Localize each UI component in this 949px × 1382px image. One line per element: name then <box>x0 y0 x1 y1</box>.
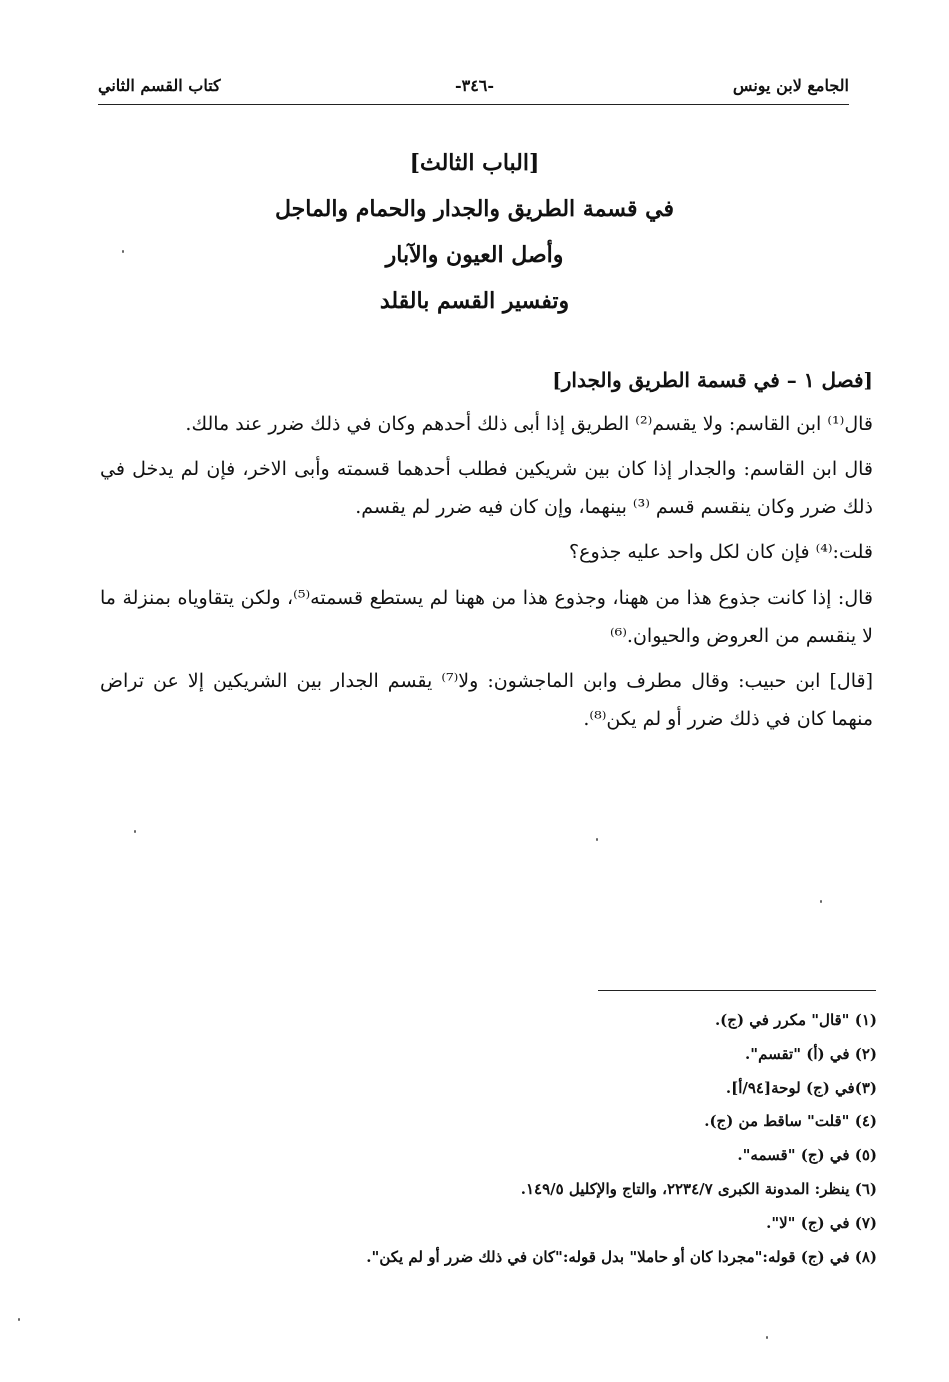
footnote: (٨) في (ج) قوله:"مجردا كان أو حاملا" بدل قوله:"كان في ذلك ضرر أو لم يكن". <box>366 1247 877 1266</box>
footnote: (٢) في (أ) "تقسم". <box>745 1044 877 1063</box>
paragraph: قلت:⁽⁴⁾ فإن كان لكل واحد عليه جذوع؟ <box>569 541 873 564</box>
page-number: -٣٤٦- <box>454 76 495 95</box>
chapter-title-line: وأصل العيون والآبار <box>385 242 564 268</box>
chapter-title-block <box>0 140 949 324</box>
section-heading: [فصل ١ – في قسمة الطريق والجدار] <box>552 368 873 392</box>
scan-speck <box>820 900 822 903</box>
scan-speck <box>122 250 124 253</box>
chapter-title-line: [الباب الثالث] <box>409 150 540 176</box>
footnotes <box>366 1004 877 1274</box>
chapter-title-line: في قسمة الطريق والجدار والحمام والماجل <box>274 196 674 222</box>
footnote: (٤) "قلت" ساقط من (ج). <box>704 1112 877 1131</box>
running-header-chapter: كتاب القسم الثاني <box>98 76 221 95</box>
scan-speck <box>134 830 136 833</box>
footnote: (٥) في (ج) "قسمه". <box>737 1146 877 1165</box>
paragraph: قال: إذا كانت جذوع هذا من ههنا، وجذوع هذا من ههنا لم يستطع قسمته⁽⁵⁾، ولكن يتقاوياه بمنزلة ما لا ينقسم من العروض والحيوان.⁽⁶⁾ <box>100 586 873 647</box>
body-text <box>100 362 873 746</box>
paragraph: قال ابن القاسم: والجدار إذا كان بين شريكين فطلب أحدهما قسمته وأبى الاخر، فإن لم يدخل في ذلك ضرر وكان ينقسم قسم ⁽³⁾ بينهما، وإن كان فيه ضرر لم يقسم. <box>100 458 873 518</box>
footnote-rule <box>598 990 876 991</box>
footnote: (٧) في (ج) "لا". <box>766 1213 877 1232</box>
paragraph: [قال] ابن حبيب: وقال مطرف وابن الماجشون: ولا⁽⁷⁾ يقسم الجدار بين الشريكين إلا عن تراض منهما كان في ذلك ضرر أو لم يكن⁽⁸⁾. <box>100 670 873 730</box>
scan-speck <box>596 838 598 841</box>
footnote: (١) "قال" مكرر في (ج). <box>714 1011 877 1029</box>
footnote: (٦) ينظر: المدونة الكبرى ٢٢٣٤/٧، والتاج والإكليل ١٤٩/٥. <box>520 1179 877 1198</box>
chapter-title-line: وتفسير القسم بالقلد <box>379 288 570 314</box>
footnote: (٣)في (ج) لوحة[٩٤/أ]. <box>725 1078 877 1097</box>
header-rule <box>98 104 849 105</box>
scan-speck <box>18 1318 20 1321</box>
running-header-book-title: الجامع لابن يونس <box>732 76 849 95</box>
paragraph: قال⁽¹⁾ ابن القاسم: ولا يقسم⁽²⁾ الطريق إذا أبى ذلك أحدهم وكان في ذلك ضرر عند مالك. <box>185 412 873 435</box>
scan-speck <box>766 1336 768 1339</box>
